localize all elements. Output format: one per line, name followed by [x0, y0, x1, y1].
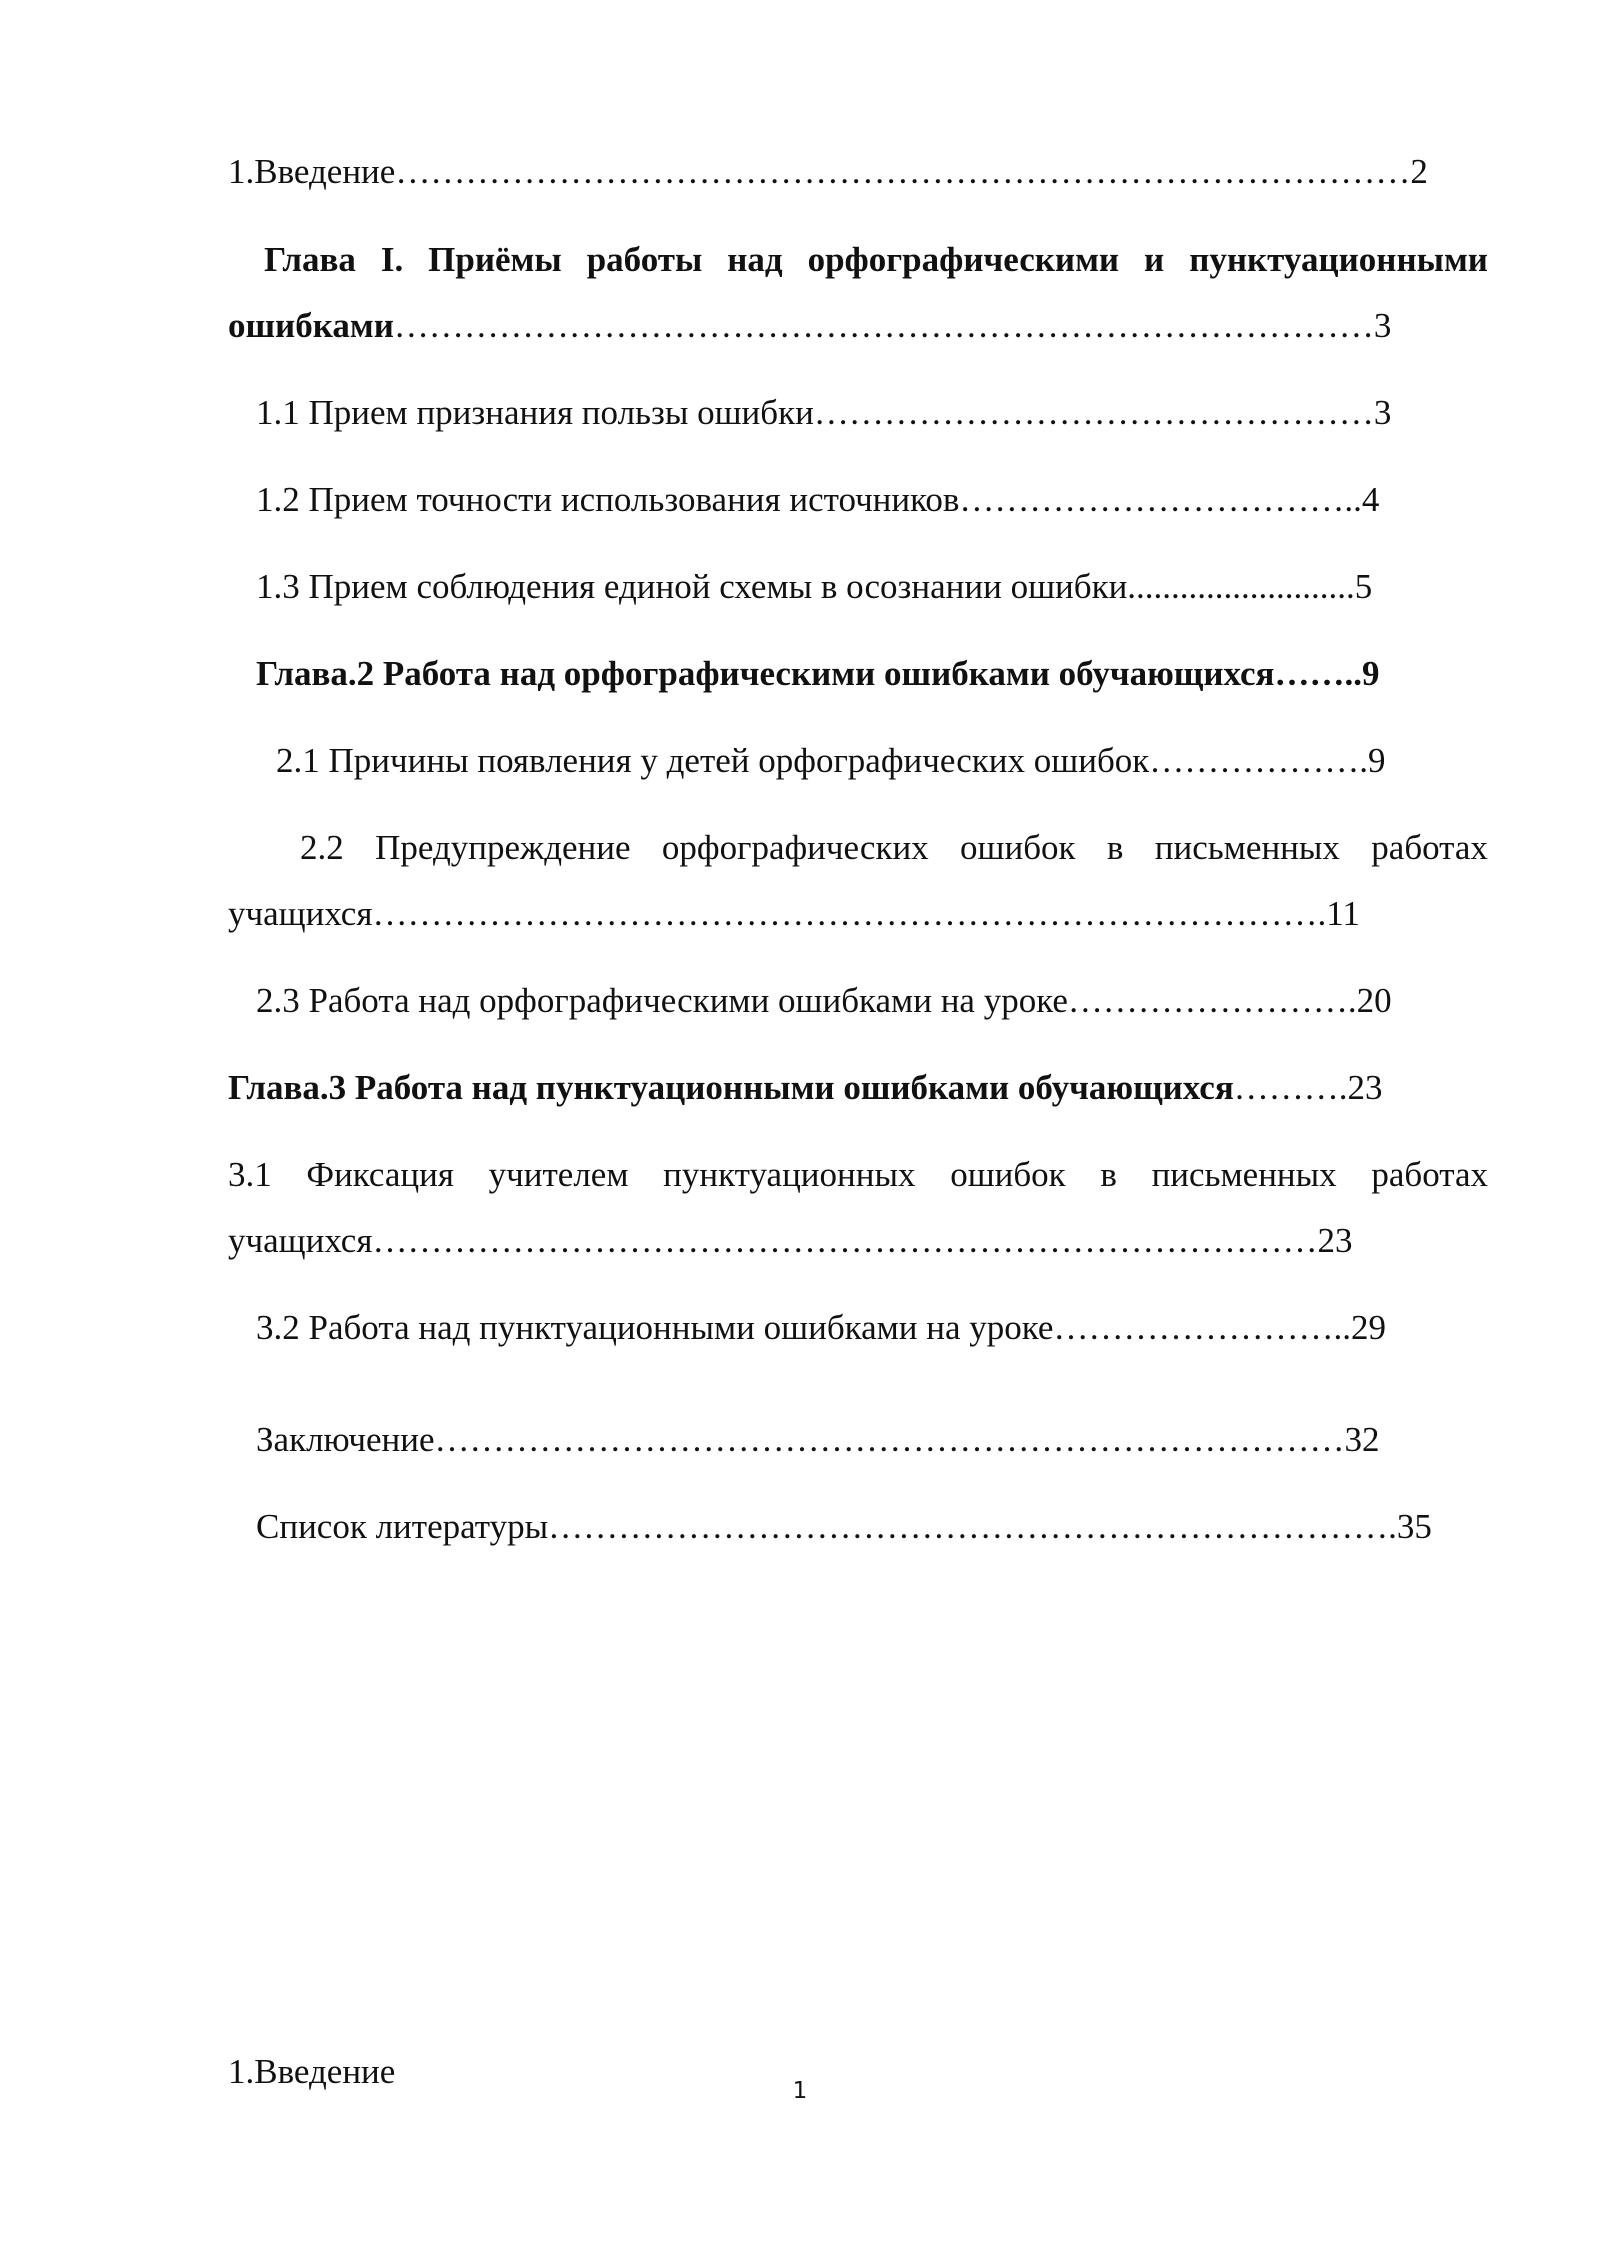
toc-section-2-2-line2: учащихся……………………………………………………………………….11	[228, 894, 1360, 933]
toc-intro: 1.Введение……………………………………………………………………………2	[228, 152, 1428, 191]
toc-word: в	[1106, 828, 1124, 867]
toc-word: письменных	[1154, 828, 1340, 867]
toc-section-2-2-line1	[300, 826, 1488, 870]
toc-section-3-1-line2: учащихся………………………………………………………………………23	[228, 1221, 1353, 1260]
toc-word: 3.1	[228, 1155, 272, 1194]
toc-word: в	[1100, 1155, 1117, 1194]
toc-word: Фиксация	[306, 1155, 454, 1194]
toc-word: работы	[586, 240, 703, 279]
toc-word: Предупреждение	[375, 828, 631, 867]
toc-section-3-2: 3.2 Работа над пунктуационными ошибками на уроке……………………..29	[256, 1308, 1386, 1347]
page-number: 1	[792, 2078, 808, 2104]
toc-word: письменных	[1151, 1155, 1337, 1194]
toc-word: над	[727, 240, 783, 279]
toc-conclusion: Заключение……………………………………………………………………32	[256, 1420, 1380, 1459]
body-heading: 1.Введение	[228, 2052, 396, 2091]
toc-word: орфографическими	[807, 240, 1120, 279]
toc-section-1-2: 1.2 Прием точности использования источников……………………………..4	[256, 480, 1380, 519]
toc-word: работах	[1371, 1155, 1488, 1194]
toc-section-2-3: 2.3 Работа над орфографическими ошибками на уроке…………………….20	[256, 981, 1392, 1020]
toc-chapter2: Глава.2 Работа над орфографическими ошибками обучающихся……..9	[256, 654, 1380, 693]
toc-word: ошибок	[950, 1155, 1066, 1194]
toc-word: и	[1144, 240, 1165, 279]
toc-word: 2.2	[300, 828, 344, 867]
toc-chapter3	[228, 1066, 1383, 1110]
toc-chapter3-leader: ……….23	[1233, 1068, 1383, 1107]
toc-chapter3-bold: Глава.3 Работа над пунктуационными ошибками обучающихся	[228, 1068, 1234, 1107]
toc-chapter1-leader: …………………………………………………………………………3	[393, 306, 1392, 345]
toc-section-1-1: 1.1 Прием признания пользы ошибки…………………………………………3	[256, 393, 1392, 432]
toc-word: Приёмы	[428, 240, 562, 279]
toc-word: орфографических	[661, 828, 929, 867]
toc-section-1-3: 1.3 Прием соблюдения единой схемы в осознании ошибки..........................5	[256, 567, 1373, 606]
toc-section-2-1: 2.1 Причины появления у детей орфографических ошибок……………….9	[276, 741, 1386, 780]
toc-word: учителем	[488, 1155, 629, 1194]
toc-word: Глава	[264, 240, 356, 279]
toc-word: работах	[1371, 828, 1488, 867]
toc-word: ошибок	[960, 828, 1076, 867]
toc-word: пунктуационными	[1189, 240, 1488, 279]
toc-references: Список литературы……………………………………………………………….35	[256, 1507, 1432, 1546]
toc-chapter1-title-line1	[264, 238, 1488, 282]
toc-chapter1-title-line2	[228, 304, 1391, 348]
toc-section-3-1-line1	[228, 1153, 1488, 1197]
toc-chapter1-bold: ошибками	[228, 306, 394, 345]
toc-word: I.	[380, 240, 404, 279]
toc-word: пунктуационных	[663, 1155, 916, 1194]
